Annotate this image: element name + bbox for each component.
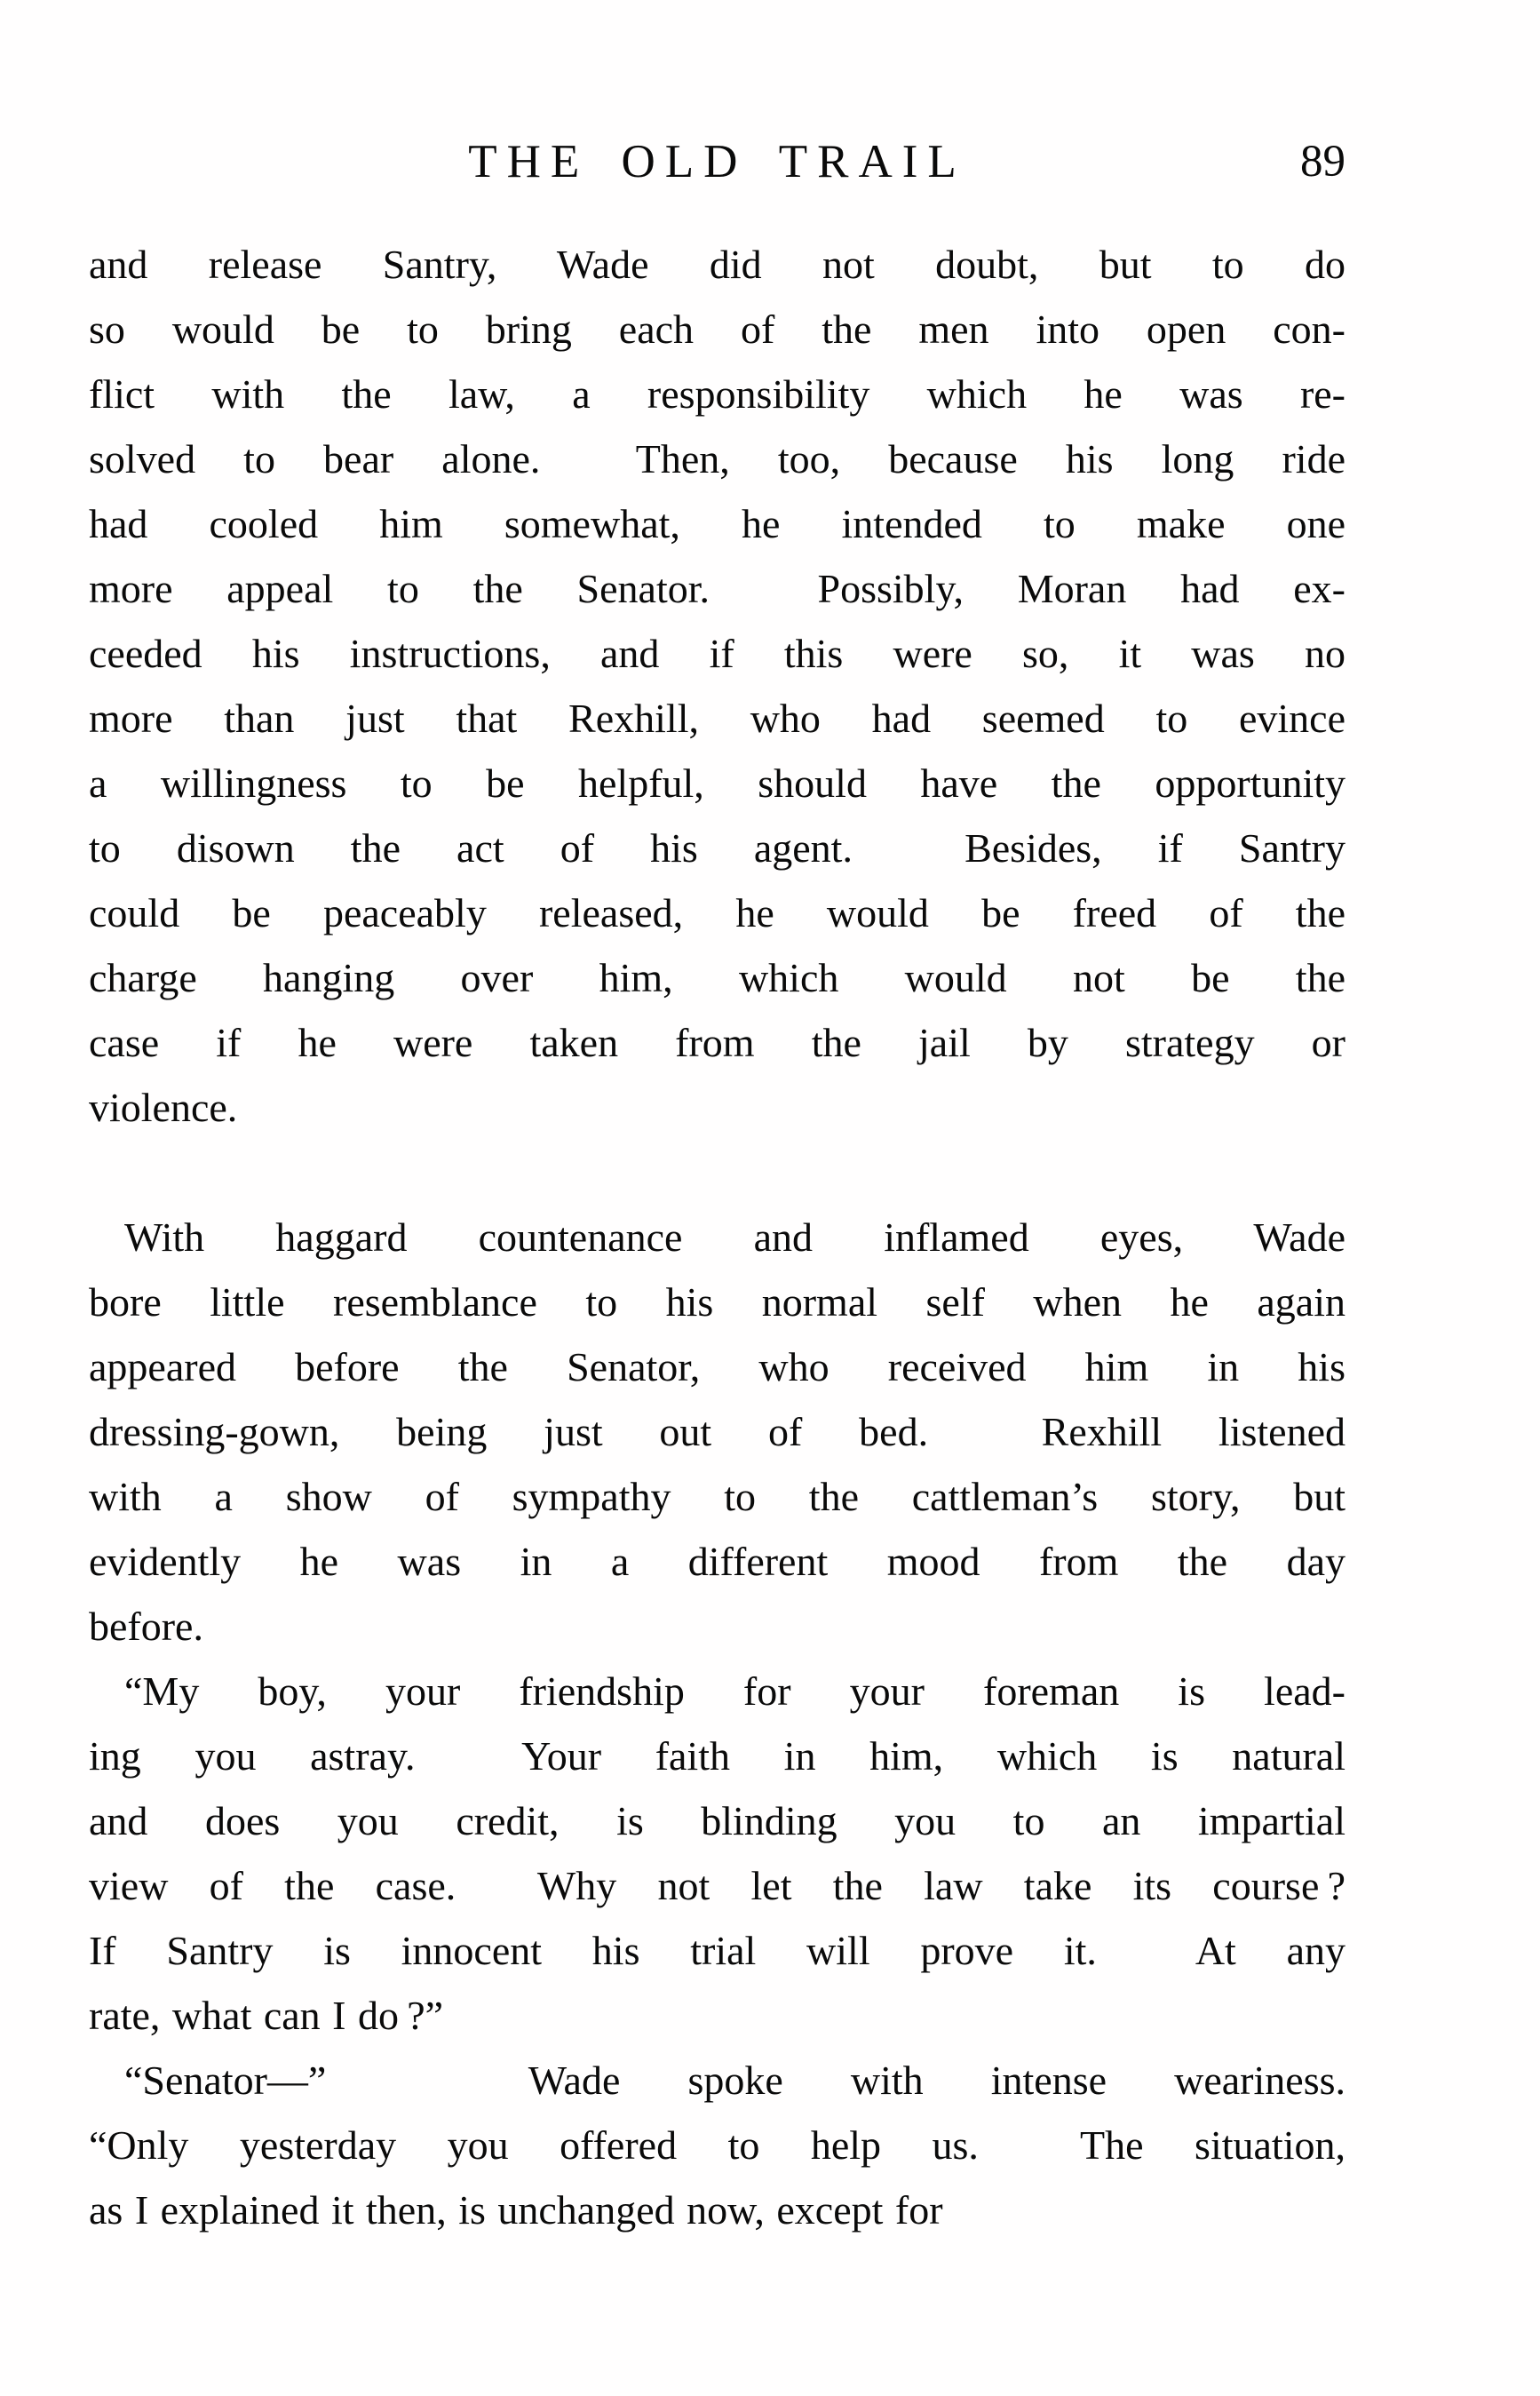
page-header-title: THE OLD TRAIL (468, 136, 966, 187)
paragraph (89, 1205, 1346, 1659)
text-line: with a show of sympathy to the cattleman’s story, but (89, 1474, 1346, 1519)
text-line: If Santry is innocent his trial will prove it. At any (89, 1928, 1346, 1973)
text-line: before. (89, 1604, 203, 1649)
text-line: bore little resemblance to his normal self when he again (89, 1279, 1346, 1325)
text-line: more appeal to the Senator. Possibly, Moran had ex- (89, 566, 1346, 611)
paragraph (89, 1659, 1346, 2048)
text-line: With haggard countenance and inflamed eyes, Wade (124, 1214, 1346, 1260)
text-line: charge hanging over him, which would not be the (89, 955, 1346, 1000)
paragraph (89, 2048, 1346, 2242)
text-line: as I explained it then, is unchanged now, except for (89, 2187, 943, 2233)
text-line: view of the case. Why not let the law take its course ? (89, 1863, 1346, 1908)
text-line: violence. (89, 1085, 238, 1130)
text-line: a willingness to be helpful, should have the opportunity (89, 760, 1346, 806)
text-line: ceeded his instructions, and if this were so, it was no (89, 631, 1346, 676)
paragraph (89, 232, 1346, 1140)
running-head (89, 130, 1346, 195)
text-line: “Senator—” Wade spoke with intense weariness. (124, 2058, 1346, 2103)
text-line: could be peaceably released, he would be freed of the (89, 890, 1346, 935)
text-line: more than just that Rexhill, who had seemed to evince (89, 696, 1346, 741)
text-line: case if he were taken from the jail by strategy or (89, 1020, 1346, 1065)
text-line: solved to bear alone. Then, too, because his long ride (89, 436, 1346, 482)
page-number: 89 (1300, 137, 1346, 187)
text-line: rate, what can I do ?” (89, 1993, 444, 2038)
text-line: dressing-gown, being just out of bed. Rexhill listened (89, 1409, 1346, 1454)
body-text (89, 232, 1346, 2242)
text-line: had cooled him somewhat, he intended to make one (89, 501, 1346, 546)
text-line: to disown the act of his agent. Besides, if Santry (89, 825, 1346, 871)
text-line: ing you astray. Your faith in him, which is natural (89, 1733, 1346, 1779)
text-line: and does you credit, is blinding you to an impartial (89, 1798, 1346, 1843)
text-line: appeared before the Senator, who received him in his (89, 1344, 1346, 1389)
text-line: and release Santry, Wade did not doubt, but to do (89, 242, 1346, 287)
text-line: so would be to bring each of the men into open con- (89, 306, 1346, 352)
page-content (89, 0, 1346, 2242)
text-line: “Only yesterday you offered to help us. The situation, (89, 2122, 1346, 2168)
text-line: “My boy, your friendship for your foreman is lead- (124, 1668, 1346, 1714)
text-line: evidently he was in a different mood from the day (89, 1539, 1346, 1584)
text-line: flict with the law, a responsibility which he was re- (89, 371, 1346, 417)
